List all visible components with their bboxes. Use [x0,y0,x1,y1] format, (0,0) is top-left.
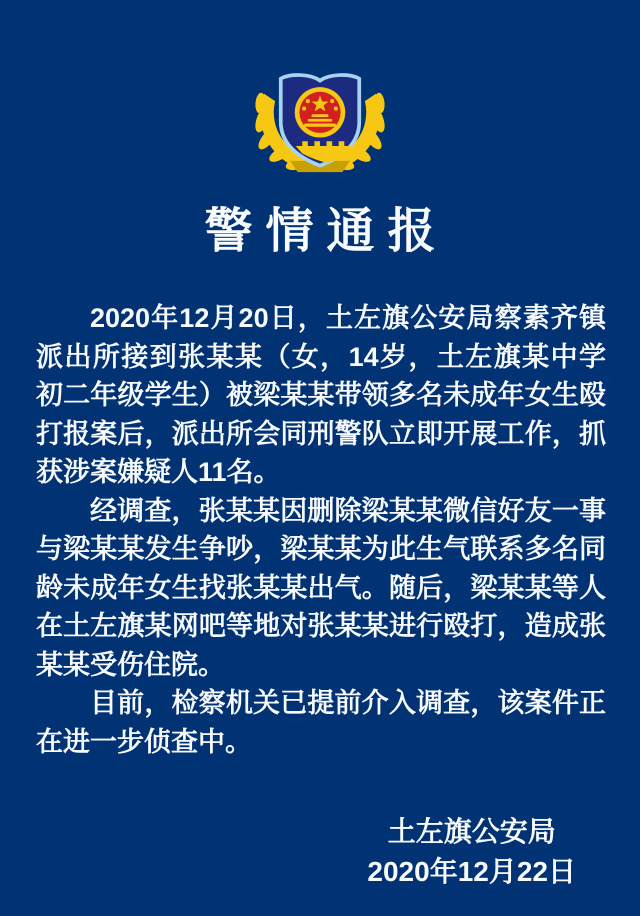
notice-paragraph: 经调查，张某某因删除梁某某微信好友一事与梁某某发生争吵，梁某某为此生气联系多名同龄未成年女生找张某某出气。随后，梁某某等人在土左旗某网吧等地对张某某进行殴打，造成张某某受伤住院。 [36,495,606,680]
signature-date: 2020年12月22日 [367,856,576,887]
notice-paragraph: 目前，检察机关已提前介入调查，该案件正在进一步侦查中。 [36,688,606,757]
notice-paragraph: 2020年12月20日，土左旗公安局察素齐镇派出所接到张某某（女，14岁，土左旗某中学初二年级学生）被梁某某带领多名未成年女生殴打报案后，派出所会同刑警队立即开展工作，抓获涉案嫌疑人11名。 [36,303,606,487]
notice-body [36,299,606,761]
signature-block [367,812,576,892]
notice-title: 警情通报 [204,205,449,258]
police-badge-icon [245,60,395,174]
signature-issuer: 土左旗公安局 [387,816,556,847]
